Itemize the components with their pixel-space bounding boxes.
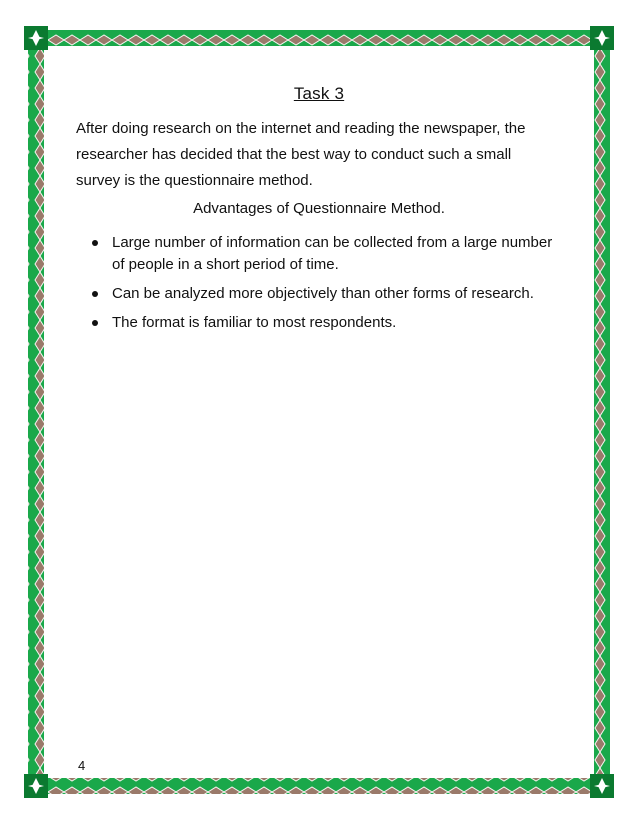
- advantages-list: [92, 232, 562, 341]
- list-item: The format is familiar to most respondents.: [92, 312, 562, 334]
- page-number: 4: [78, 758, 86, 773]
- section-heading: Advantages of Questionnaire Method.: [193, 200, 445, 217]
- leaf-ornament-icon: [590, 774, 614, 798]
- leaf-ornament-icon: [590, 26, 614, 50]
- leaf-ornament-icon: [24, 774, 48, 798]
- list-item: Large number of information can be collected from a large number of people in a short period of time.: [92, 232, 562, 276]
- intro-paragraph: After doing research on the internet and reading the newspaper, the researcher has decided that the best way to conduct such a small survey is the questionnaire method.: [76, 120, 526, 189]
- page-title: Task 3: [293, 84, 345, 103]
- leaf-ornament-icon: [24, 26, 48, 50]
- list-item: Can be analyzed more objectively than other forms of research.: [92, 283, 562, 305]
